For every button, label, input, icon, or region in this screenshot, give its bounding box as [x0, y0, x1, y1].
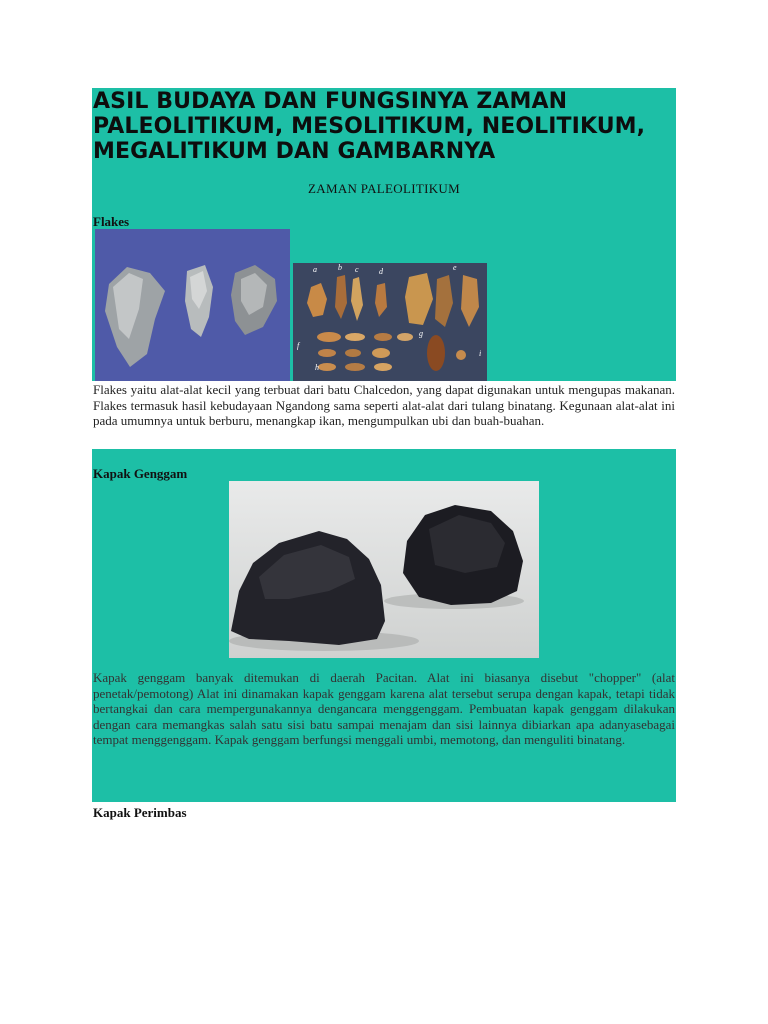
section-heading: ZAMAN PALEOLITIKUM [308, 181, 460, 196]
kapak-genggam-paragraph: Kapak genggam banyak ditemukan di daerah Pacitan. Alat ini biasanya disebut "chopper" (alat penetak/pemotong) Alat ini dinamakan kapak genggam karena alat tersebut serupa dengan kapak, tetapi tidak bertangkai dan cara mempergunakannya dengancara menggenggam. Pembuatan kapak genggam dilakukan dengan cara memangkas salah satu sisi batu sampai menajam dan sisi lainnya dibiarkan apa adanyasebagai tempat menggenggam. Kapak genggam berfungsi menggali umbi, memotong, dan menguliti binatang. [93, 670, 675, 747]
artifact-label-b: b [338, 263, 342, 272]
artifact-label-h: h [315, 363, 319, 372]
kapak-perimbas-heading: Kapak Perimbas [93, 805, 187, 820]
flakes-stone-photo [95, 229, 290, 381]
artifact-label-g: g [419, 329, 423, 338]
flakes-paragraph: Flakes yaitu alat-alat kecil yang terbuat dari batu Chalcedon, yang dapat digunakan untuk mengupas makanan. Flakes termasuk hasil kebudayaan Ngandong sama seperti alat-alat dari tulang binatang. Kegunaan alat-alat ini pada umumnya untuk berburu, menangkap ikan, mengumpulkan ubi dan buah-buahan. [93, 382, 675, 428]
artifact-label-d: d [379, 267, 383, 276]
kapak-genggam-photo [229, 481, 539, 658]
artifact-label-a: a [313, 265, 317, 274]
kapak-genggam-heading: Kapak Genggam [93, 466, 188, 481]
artifact-label-c: c [355, 265, 359, 274]
flakes-artifacts-photo [293, 263, 487, 381]
artifact-label-i: i [479, 349, 482, 358]
artifact-label-e: e [453, 263, 457, 272]
flakes-heading: Flakes [93, 214, 130, 229]
artifact-label-f: f [297, 341, 300, 350]
document-title: ASIL BUDAYA DAN FUNGSINYA ZAMAN PALEOLITIKUM, MESOLITIKUM, NEOLITIKUM, MEGALITIKUM DAN GAMBARNYA [93, 89, 646, 164]
